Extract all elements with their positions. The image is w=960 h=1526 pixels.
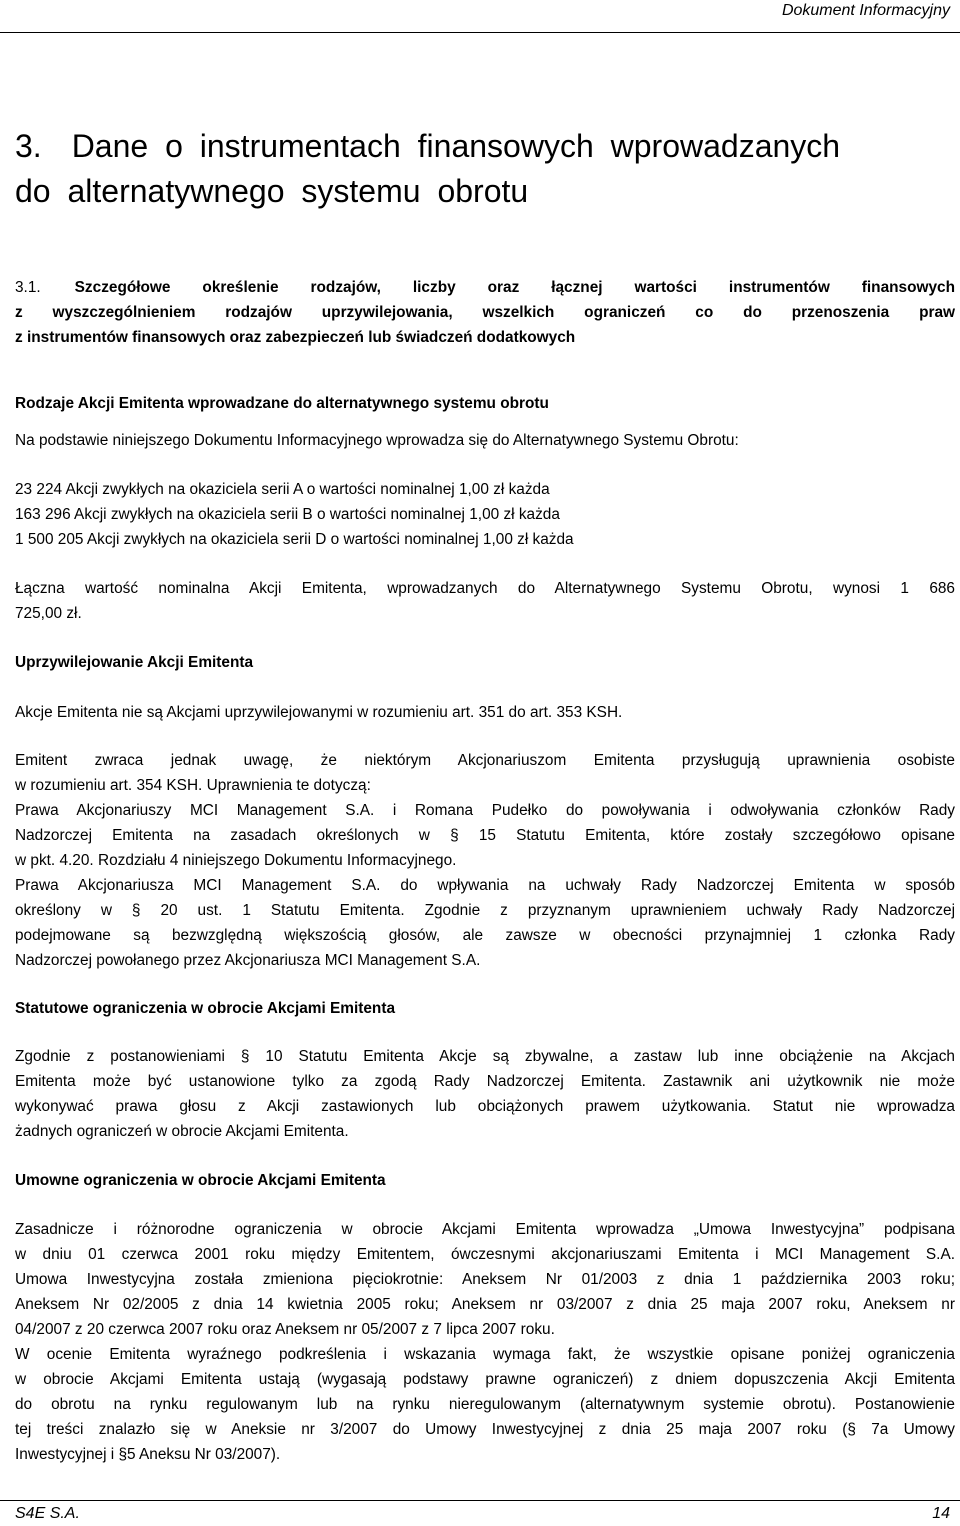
- umowne-line9: tej treści znalazło się w Aneksie nr 3/2007 do Umowy Inwestycyjnej z dnia 25 maja 2007 roku (§ 7a Umowy: [15, 1421, 955, 1438]
- p2-line1: Emitent zwraca jednak uwagę, że niektórym Akcjonariuszom Emitenta przysługują uprawnienia osobiste: [15, 752, 955, 769]
- p3-line1: Prawa Akcjonariuszy MCI Management S.A. i Romana Pudełko do powoływania i odwoływania członków Rady: [15, 802, 955, 819]
- umowne-line4: Aneksem Nr 02/2005 z dnia 14 kwietnia 2005 roku; Aneksem nr 03/2007 z dnia 25 maja 2007 roku, Aneksem nr: [15, 1296, 955, 1313]
- section-heading-line1: Szczegółowe określenie rodzajów, liczby oraz łącznej wartości instrumentów finansowych: [74, 279, 955, 296]
- rodzaje-intro: Na podstawie niniejszego Dokumentu Informacyjnego wprowadza się do Alternatywnego Systemu Obrotu:: [15, 432, 739, 449]
- footer-rule: [0, 1500, 960, 1501]
- total-value-line1: Łączna wartość nominalna Akcji Emitenta, wprowadzanych do Alternatywnego Systemu Obrotu, wynosi 1 686: [15, 580, 955, 597]
- umowne-line2: w dniu 01 czerwca 2001 roku między Emitentem, ówczesnymi akcjonariuszami Emitenta i MCI Management S.A.: [15, 1246, 955, 1263]
- footer-page-number: 14: [932, 1505, 950, 1522]
- p4-line3: podejmowane są bezwzględną większością głosów, ale zawsze w obecności przynajmniej 1 członka Rady: [15, 927, 955, 944]
- statutowe-line1: Zgodnie z postanowieniami § 10 Statutu Emitenta Akcje są zbywalne, a zastaw lub inne obciążenie na Akcjach: [15, 1048, 955, 1065]
- chapter-heading-line1: Dane o instrumentach finansowych wprowadzanych: [71, 128, 841, 164]
- shares-list: [15, 477, 955, 552]
- umowne-line8: do obrotu na rynku regulowanym lub na rynku nieregulowanym (alternatywnym systemie obrotu). Postanowienie: [15, 1396, 955, 1413]
- statutowe-paragraph: [15, 1044, 955, 1144]
- section-heading: [15, 275, 955, 350]
- p4-line1: Prawa Akcjonariusza MCI Management S.A. do wpływania na uchwały Rady Nadzorczej Emitenta w sposób: [15, 877, 955, 894]
- shares-item-a: 23 224 Akcji zwykłych na okaziciela serii A o wartości nominalnej 1,00 zł każda: [15, 481, 550, 498]
- statutowe-line3: wykonywać prawa głosu z Akcji zastawionych lub obciążonych prawem użytkowania. Statut nie wprowadza: [15, 1098, 955, 1115]
- umowne-line5: 04/2007 z 20 czerwca 2007 roku oraz Aneksem nr 05/2007 z 7 lipca 2007 roku.: [15, 1321, 555, 1338]
- chapter-number: 3.: [15, 128, 42, 164]
- umowne-line6: W ocenie Emitenta wyraźnego podkreślenia i wskazania wymaga fakt, że wszystkie opisane poniżej ograniczenia: [15, 1346, 955, 1363]
- p2-line2: w rozumieniu art. 354 KSH. Uprawnienia te dotyczą:: [15, 777, 371, 794]
- p3-line2: Nadzorczej Emitenta na zasadach określonych w § 15 Statutu Emitenta, które zostały szczegółowo opisane: [15, 827, 955, 844]
- section-heading-line2: z wyszczególnieniem rodzajów uprzywilejowania, wszelkich ograniczeń co do przenoszenia praw: [15, 304, 955, 321]
- shares-item-b: 163 296 Akcji zwykłych na okaziciela serii B o wartości nominalnej 1,00 zł każda: [15, 506, 560, 523]
- p4-line4: Nadzorczej powołanego przez Akcjonariusza MCI Management S.A.: [15, 952, 481, 969]
- header-rule: [0, 32, 960, 33]
- umowne-paragraph: [15, 1217, 955, 1467]
- total-value-paragraph: [15, 576, 955, 626]
- statutowe-line4: żadnych ograniczeń w obrocie Akcjami Emitenta.: [15, 1123, 349, 1140]
- umowne-line3: Umowa Inwestycyjna została zmieniona pięciokrotnie: Aneksem Nr 01/2003 z dnia 1 października 2003 roku;: [15, 1271, 955, 1288]
- section-heading-line3: z instrumentów finansowych oraz zabezpieczeń lub świadczeń dodatkowych: [15, 329, 576, 346]
- umowne-line7: w obrocie Akcjami Emitenta ustają (wygasają podstawy prawne ograniczeń) z dniem dopuszczenia Akcji Emitenta: [15, 1371, 955, 1388]
- p3-line3: w pkt. 4.20. Rozdziału 4 niniejszego Dokumentu Informacyjnego.: [15, 852, 457, 869]
- total-value-line2: 725,00 zł.: [15, 605, 82, 622]
- section-number: 3.1.: [15, 279, 41, 296]
- uprzywilejowanie-p1: Akcje Emitenta nie są Akcjami uprzywilejowanymi w rozumieniu art. 351 do art. 353 KSH.: [15, 704, 623, 721]
- statutowe-line2: Emitenta może być ustanowione tylko za zgodą Rady Nadzorczej Emitenta. Zastawnik ani użytkownik nie może: [15, 1073, 955, 1090]
- umowne-title: Umowne ograniczenia w obrocie Akcjami Emitenta: [15, 1172, 386, 1189]
- p4-line2: określony w § 20 ust. 1 Statutu Emitenta. Zgodnie z przyznanym uprawnieniem uchwały Rady Nadzorczej: [15, 902, 955, 919]
- umowne-line1: Zasadnicze i różnorodne ograniczenia w obrocie Akcjami Emitenta wprowadza „Umowa Inwestycyjna” podpisana: [15, 1221, 955, 1238]
- chapter-heading-line2: do alternatywnego systemu obrotu: [15, 173, 529, 209]
- shares-item-d: 1 500 205 Akcji zwykłych na okaziciela serii D o wartości nominalnej 1,00 zł każda: [15, 531, 574, 548]
- uprzywilejowanie-title: Uprzywilejowanie Akcji Emitenta: [15, 654, 254, 671]
- uprzywilejowanie-p2: [15, 748, 955, 973]
- chapter-heading: [15, 124, 950, 214]
- statutowe-title: Statutowe ograniczenia w obrocie Akcjami Emitenta: [15, 1000, 396, 1017]
- header-title: Dokument Informacyjny: [781, 2, 950, 19]
- footer-company: S4E S.A.: [15, 1505, 80, 1522]
- umowne-line10: Inwestycyjnej i §5 Aneksu Nr 03/2007).: [15, 1446, 281, 1463]
- rodzaje-title: Rodzaje Akcji Emitenta wprowadzane do alternatywnego systemu obrotu: [15, 395, 549, 412]
